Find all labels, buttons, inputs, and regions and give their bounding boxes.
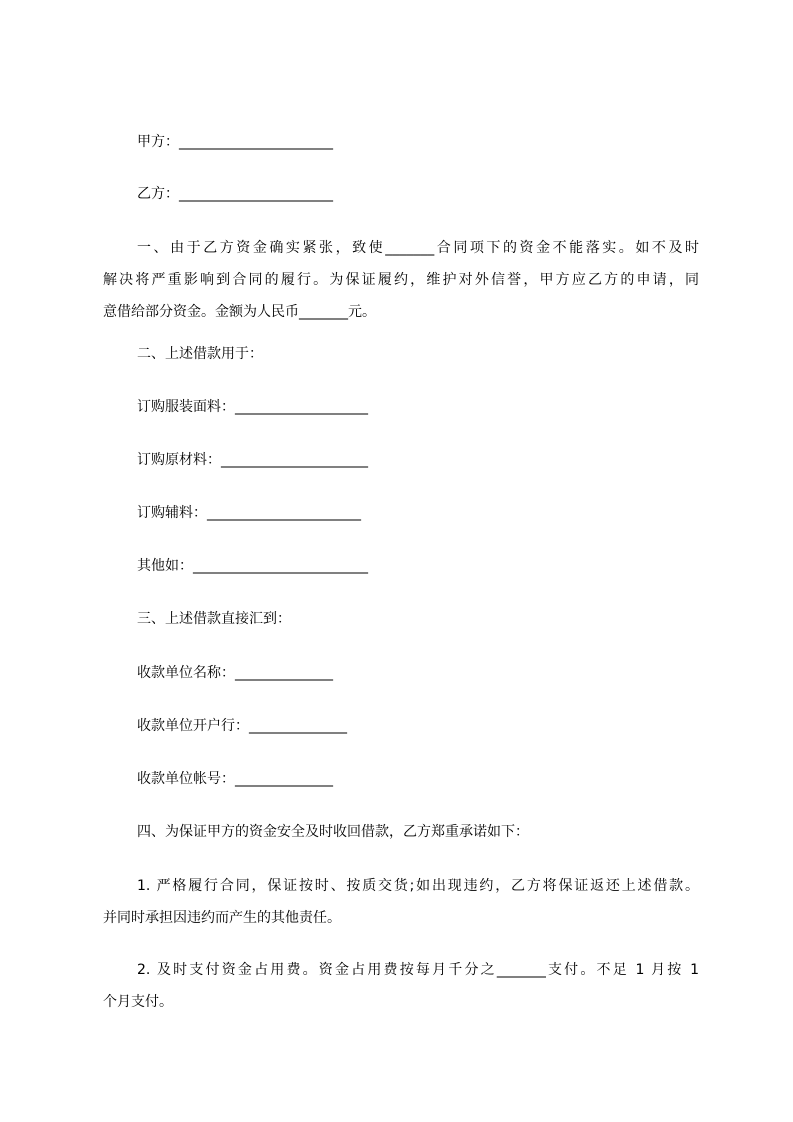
clause-2-item-raw-materials: 订购原材料：_____________________ [137,452,368,468]
clause-4-item-2-line-2: 个月支付。 [103,994,173,1010]
party-a-line: 甲方：______________________ [137,134,333,150]
clause-4-item-1-line-2: 并同时承担因违约而产生的其他责任。 [103,910,341,926]
clause-2-item-fabric: 订购服装面料：___________________ [137,399,368,415]
clause-1-line-3: 意借给部分资金。金额为人民币_______元。 [103,304,376,320]
clause-4-item-1 [103,870,699,934]
clause-2-heading: 二、上述借款用于： [137,346,263,362]
clause-4-heading: 四、为保证甲方的资金安全及时收回借款，乙方郑重承诺如下： [137,824,529,840]
clause-1 [103,232,699,328]
clause-2-item-other: 其他如：_________________________ [137,558,368,574]
clause-2-item-accessories: 订购辅料：______________________ [137,505,361,521]
clause-4-item-2 [103,954,699,1018]
clause-1-line-2: 解决将严重影响到合同的履行。为保证履约，维护对外信誉，甲方应乙方的申请，同 [103,272,699,288]
clause-4-item-2-line-1: 2. 及时支付资金占用费。资金占用费按每月千分之_______支付。不足 1 月按 1 [137,962,699,978]
clause-3-payee-bank: 收款单位开户行：______________ [137,718,347,734]
clause-3-payee-account: 收款单位帐号：______________ [137,771,333,787]
clause-3-payee-name: 收款单位名称：______________ [137,665,333,681]
clause-4-item-1-line-1: 1. 严格履行合同，保证按时、按质交货;如出现违约，乙方将保证返还上述借款。 [137,878,699,894]
clause-3-heading: 三、上述借款直接汇到： [137,611,291,627]
clause-1-line-1: 一、由于乙方资金确实紧张，致使_______合同项下的资金不能落实。如不及时 [137,240,699,256]
party-b-line: 乙方：______________________ [137,186,333,202]
